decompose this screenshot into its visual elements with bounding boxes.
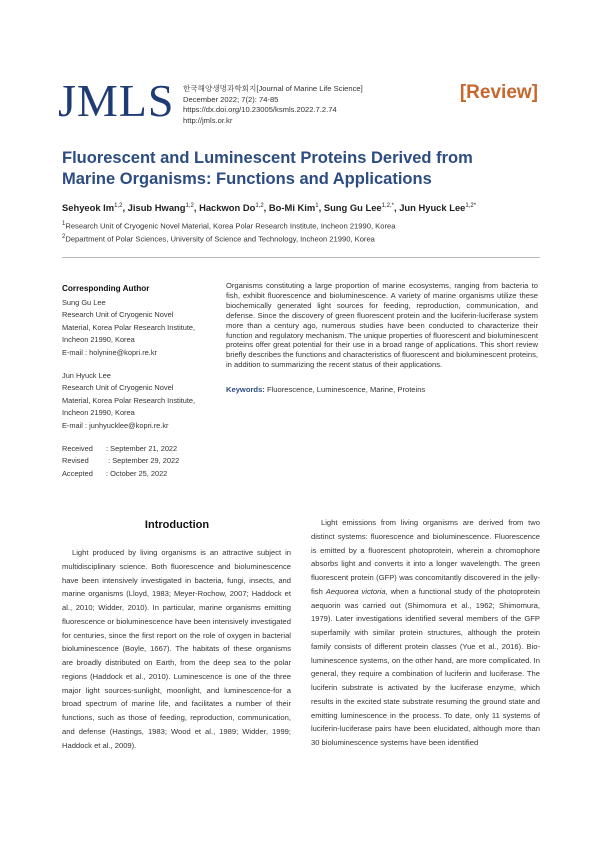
journal-issue: December 2022; 7(2): 74-85 <box>183 94 279 104</box>
contact-line: Jun Hyuck Lee <box>62 370 111 380</box>
author: Bo-Mi Kim$^1$, <box>268 202 324 213</box>
paragraph: Light produced by living organisms is an attractive subject in multidisciplinary science. Both fluorescence and bioluminescence have been intensively investigated in bacteria, fungi, insects, and marine organisms (Lloyd, 1983; Meyer-Rochow, 2007; Haddock et al., 2010; Widder, 2010). In particular, marine organisms emitting fluorescence or bioluminescence have been intensively investigated for centuries, since the first report on the role of oxygen in bacterial bioluminescence (Boyle, 1667). The habitats of these organisms are broadly distributed on Earth, from the deep sea to the polar regions (Haddock et al., 2010). Luminescence is one of the three major light sources-sunlight, moonlight, and luminescence-for a broad spectrum of marine life, and facilitates a number of their functions, such as those of feeding, reproduction, communication, and defense (Hastings, 1983; Wood et al., 1989; Widder, 1999; Haddock et al., 2009). <box>62 548 291 750</box>
email-link[interactable]: E-mail : junhyucklee@kopri.re.kr <box>62 420 169 430</box>
received-date: Received : September 21, 2022 <box>62 443 178 453</box>
body-column-left <box>62 546 291 752</box>
affiliation-1: $^1$Research Unit of Cryogenic Novel Material, Korea Polar Research Institute, Incheon 21990, Korea <box>62 221 396 231</box>
affiliation-2: $^2$Department of Polar Sciences, University of Science and Technology, Incheon 21990, Korea <box>62 234 375 244</box>
journal-name: 한국해양생명과학회지[Journal of Marine Life Science] <box>183 84 363 93</box>
corresponding-author-box <box>62 283 212 480</box>
doi-link[interactable]: https://dx.doi.org/10.23005/ksmls.2022.7.2.74 <box>183 105 337 115</box>
abstract: Organisms constituting a large proportion of marine ecosystems, ranging from bacteria to fish, exhibit fluorescence and bioluminescence. A variety of marine organisms utilize these biochemically generated light sources for feeding, reproduction, communication, and defense. Since the discovery of green fluorescent protein and the luciferin-luciferase system more than a century ago, numerous studies have been conducted to characterize their function and regulatory mechanism. The unique properties of fluorescent and bioluminescent proteins offer great potential for their use in a broad range of applications. This short review briefly describes the functions and characteristics of fluorescent and bioluminescent proteins, in addition to summarizing the recent status of their applications. <box>226 281 538 370</box>
keywords-list: Fluorescence, Luminescence, Marine, Proteins <box>266 385 426 394</box>
title-line-2: Marine Organisms: Functions and Applications <box>62 170 432 188</box>
corresponding-author-heading: Corresponding Author <box>62 284 150 293</box>
author: Sung Gu Lee$^{1,2,*}$, <box>323 202 400 213</box>
contact-line: Sung Gu Lee <box>62 297 106 307</box>
section-heading-introduction: Introduction <box>144 519 210 531</box>
journal-url[interactable]: http://jmls.or.kr <box>183 115 233 125</box>
contact-line: Incheon 21990, Korea <box>62 335 135 345</box>
title-line-1: Fluorescent and Luminescent Proteins Derived from <box>62 149 473 167</box>
author-list <box>62 202 476 213</box>
contact-line: Material, Korea Polar Research Institute, <box>62 395 196 405</box>
keywords-label: Keywords: <box>226 385 265 394</box>
paragraph: Light emissions from living organisms are derived from two distinct systems: fluorescence and bioluminescence. Fluorescence is emitted by a fluorescent photoprotein, wherein a chromophore absorbs light and converts it into a longer wavelength. The green fluorescent protein (GFP) was concomitantly discovered in the jelly-fish Aequorea victoria, when a functional study of the photoprotein aequorin was carried out (Shimomura et al., 1962; Shimomura, 1979). Later investigations identified several members of the GFP superfamily with similar protein structures, although the protein family consists of different protein classes (Yue et al., 2016). Bio-luminescence systems, on the other hand, are more complicated. In general, they require a combination of luciferin and luciferase. The luciferin substrate is activated by the luciferase enzyme, which results in the excited state substrate resuming the ground state and emitting luminescence in the process. To date, only 11 systems of luciferin-luciferase pairs have been elucidated, although more than 30 bioluminescence systems have been identified <box>311 518 540 747</box>
email-link[interactable]: E-mail : holynine@kopri.re.kr <box>62 347 157 357</box>
body-column-right <box>311 516 540 750</box>
contact-line: Research Unit of Cryogenic Novel <box>62 383 174 393</box>
journal-logo: JMLS <box>58 75 175 126</box>
article-title <box>62 148 542 190</box>
revised-date: Revised : September 29, 2022 <box>62 456 180 466</box>
author: Sehyeok Im$^{1,2}$, <box>62 202 128 213</box>
contact-line: Material, Korea Polar Research Institute, <box>62 322 196 332</box>
keywords <box>226 385 425 394</box>
author: Hackwon Do$^{1,2}$, <box>199 202 269 213</box>
contact-line: Incheon 21990, Korea <box>62 408 135 418</box>
author: Jun Hyuck Lee$^{1,2*}$ <box>399 202 477 213</box>
species-name: Aequorea victoria <box>325 586 386 596</box>
article-type-badge: [Review] <box>459 82 538 103</box>
accepted-date: Accepted : October 25, 2022 <box>62 468 168 478</box>
journal-info <box>183 84 363 126</box>
author: Jisub Hwang$^{1,2}$, <box>127 202 200 213</box>
contact-line: Research Unit of Cryogenic Novel <box>62 310 174 320</box>
section-divider <box>62 257 540 258</box>
